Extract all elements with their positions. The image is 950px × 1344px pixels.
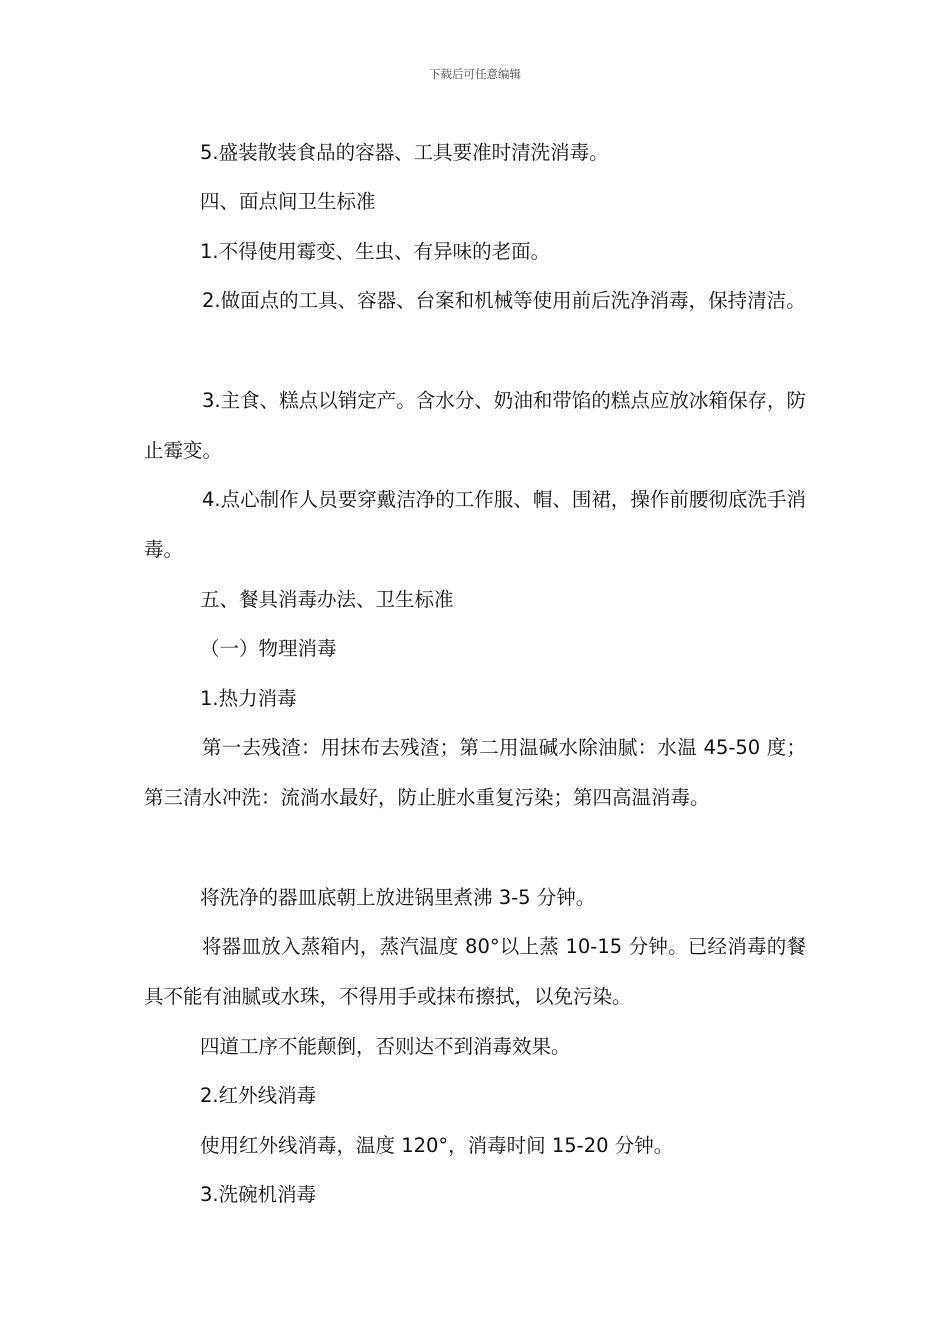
section-heading-pastry-room: 四、面点间卫生标准 <box>200 190 376 213</box>
paragraph-container-cleaning: 5.盛装散装食品的容器、工具要准时清洗消毒。 <box>200 141 609 164</box>
paragraph-infrared-usage: 使用红外线消毒，温度 120°，消毒时间 15-20 分钟。 <box>200 1134 674 1157</box>
paragraph-pastry-tools: 2.做面点的工具、容器、台案和机械等使用前后洗净消毒，保持清洁。 <box>202 289 806 312</box>
item-dishwasher-disinfection: 3.洗碗机消毒 <box>200 1183 317 1206</box>
paragraph-four-steps: 第一去残渣：用抹布去残渣；第二用温碱水除油腻：水温 45-50 度；第三清水冲洗：流淌水最好，防止脏水重复污染；第四高温消毒。 <box>144 736 806 809</box>
subheading-physical-disinfection: （一）物理消毒 <box>200 637 337 660</box>
section-heading-tableware-disinfection: 五、餐具消毒办法、卫生标准 <box>200 588 454 611</box>
page-header-note: 下载后可任意编辑 <box>429 67 521 81</box>
paragraph-process-order: 四道工序不能颠倒，否则达不到消毒效果。 <box>200 1035 571 1058</box>
paragraph-staff-hygiene: 4.点心制作人员要穿戴洁净的工作服、帽、围裙，操作前腰彻底洗手消毒。 <box>144 488 806 561</box>
paragraph-steaming: 将器皿放入蒸箱内，蒸汽温度 80°以上蒸 10-15 分钟。已经消毒的餐具不能有油腻或水珠，不得用手或抹布擦拭，以免污染。 <box>144 935 806 1008</box>
paragraph-staple-food: 3.主食、糕点以销定产。含水分、奶油和带馅的糕点应放冰箱保存，防止霉变。 <box>144 389 806 462</box>
paragraph-no-moldy-dough: 1.不得使用霉变、生虫、有异味的老面。 <box>200 240 551 263</box>
paragraph-boiling: 将洗净的器皿底朝上放进锅里煮沸 3-5 分钟。 <box>200 886 596 909</box>
item-infrared-disinfection: 2.红外线消毒 <box>200 1084 317 1107</box>
item-heat-disinfection: 1.热力消毒 <box>200 687 297 710</box>
